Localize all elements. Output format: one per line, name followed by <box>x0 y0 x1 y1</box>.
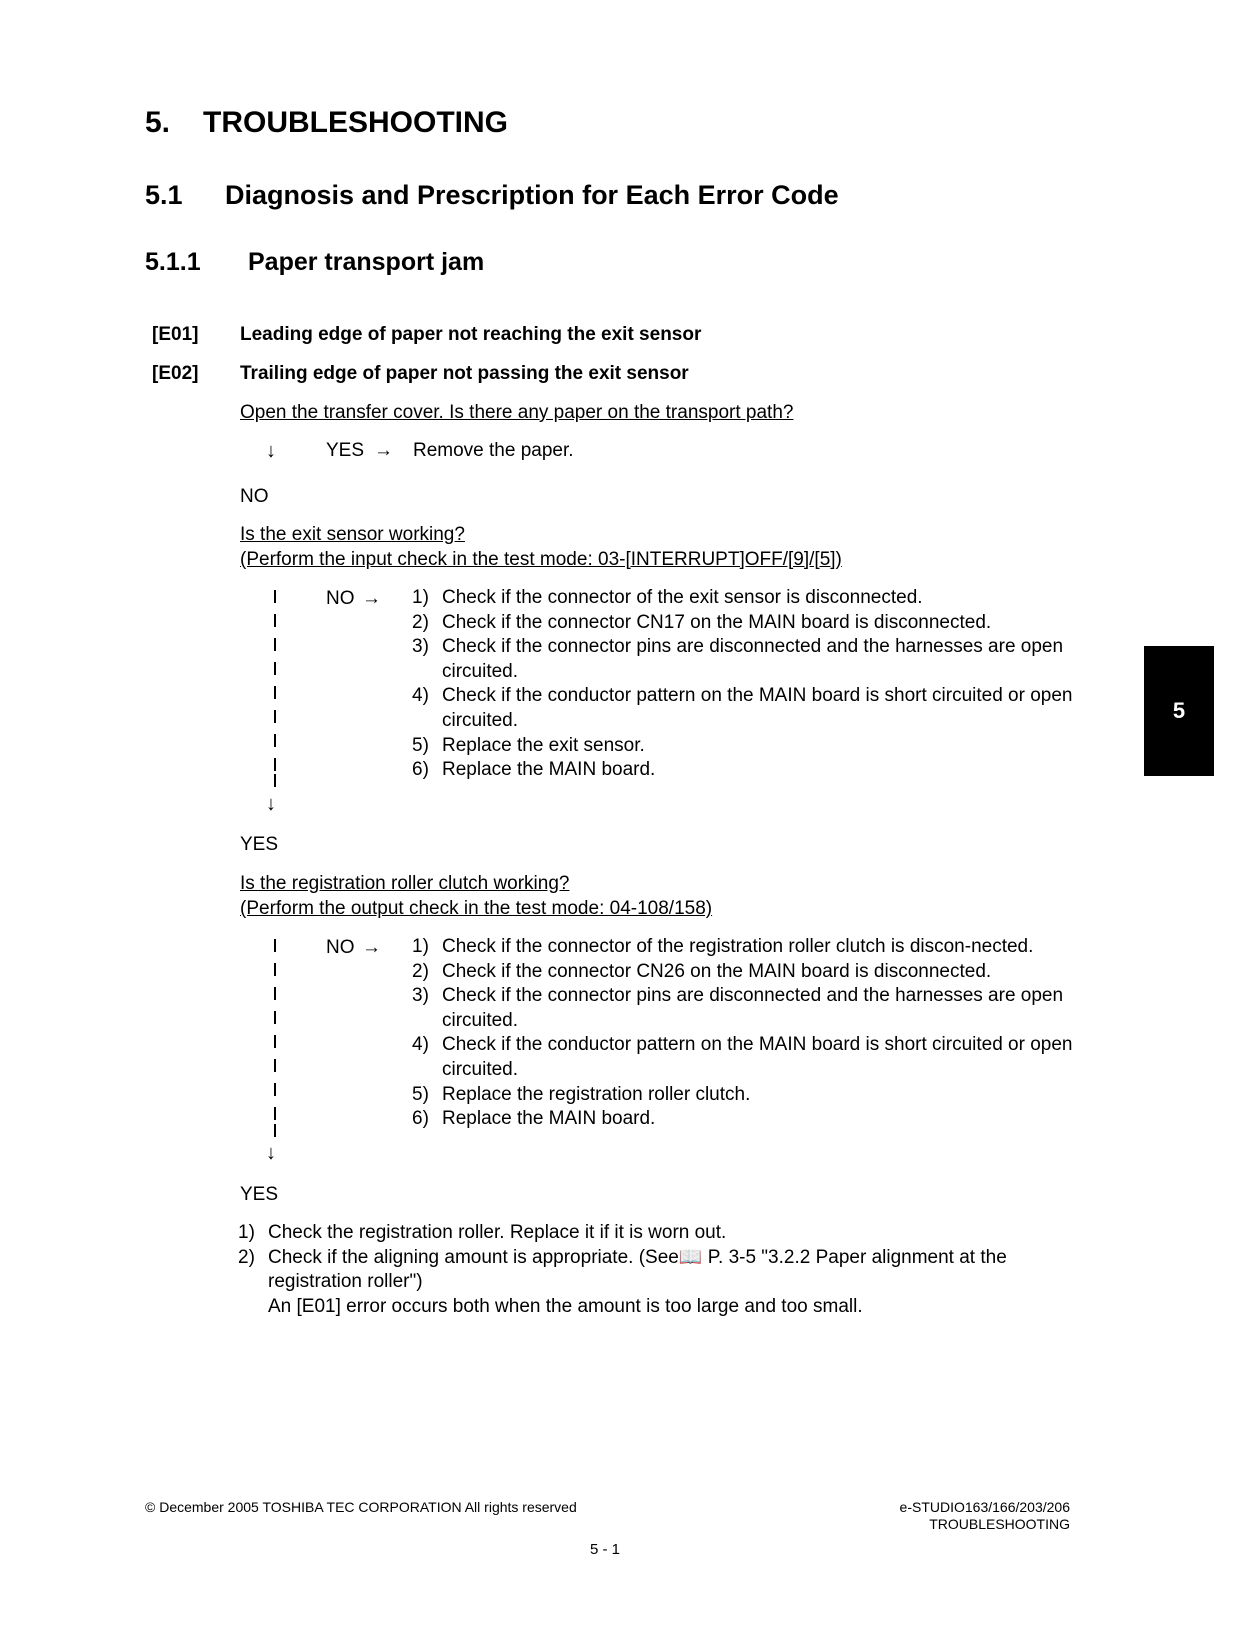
footer-section-name: TROUBLESHOOTING <box>929 1516 1070 1532</box>
section-title: Diagnosis and Prescription for Each Error Code <box>225 180 839 210</box>
list-item: 4) Check if the conductor pattern on the MAIN board is short circuited or open circuited. <box>412 685 1073 731</box>
down-arrow-icon: ↓ <box>266 793 276 815</box>
list-item: 5) Replace the exit sensor. <box>412 734 645 756</box>
down-arrow-icon: ↓ <box>266 440 276 462</box>
no-label: NO <box>326 937 355 958</box>
yes-label: YES <box>240 834 279 855</box>
list-item: 5) Replace the registration roller clutch. <box>412 1083 751 1105</box>
final-steps <box>238 1221 1078 1319</box>
list-item: 4) Check if the conductor pattern on the MAIN board is short circuited or open circuited. <box>412 1034 1073 1080</box>
question-registration-clutch-hint: (Perform the output check in the test mode: 04-108/158) <box>240 898 713 919</box>
list-item <box>238 1295 1078 1320</box>
list-item: 3) Check if the connector pins are disconnected and the harnesses are open circuited. <box>412 636 1064 682</box>
subsection-number: 5.1.1 <box>145 248 201 276</box>
registration-clutch-steps <box>412 935 1082 1132</box>
error-desc-e02: Trailing edge of paper not passing the exit sensor <box>240 363 689 384</box>
final-note: An [E01] error occurs both when the amount is too large and too small. <box>268 1295 863 1317</box>
yes-label: YES <box>326 440 365 461</box>
question-exit-sensor: Is the exit sensor working? <box>240 524 465 545</box>
error-desc-e01: Leading edge of paper not reaching the exit sensor <box>240 324 702 345</box>
footer-copyright: © December 2005 TOSHIBA TEC CORPORATION All rights reserved <box>145 1499 577 1515</box>
no-label: NO <box>240 486 269 507</box>
question-registration-clutch: Is the registration roller clutch working? <box>240 873 570 894</box>
yes-action: Remove the paper. <box>413 440 574 461</box>
list-item: 3) Check if the connector pins are disconnected and the harnesses are open circuited. <box>412 985 1064 1031</box>
list-item: 6) Replace the MAIN board. <box>412 759 656 781</box>
chapter-title: TROUBLESHOOTING <box>203 106 508 139</box>
list-item: 2) Check if the aligning amount is appropriate. (See📖 P. 3-5 "3.2.2 Paper alignment at the registration roller") <box>238 1246 1007 1293</box>
chapter-number: 5. <box>145 106 171 139</box>
right-arrow-icon: → <box>362 588 381 609</box>
down-arrow-icon: ↓ <box>266 1142 276 1164</box>
right-arrow-icon: → <box>362 937 381 958</box>
page-number: 5 - 1 <box>590 1541 621 1558</box>
list-item: 6) Replace the MAIN board. <box>412 1108 656 1130</box>
list-item: 2) Check if the connector CN26 on the MAIN board is disconnected. <box>412 960 992 982</box>
error-code-e02: [E02] <box>152 363 199 384</box>
yes-label: YES <box>240 1184 279 1205</box>
question-exit-sensor-hint: (Perform the input check in the test mode: 03-[INTERRUPT]OFF/[9]/[5]) <box>240 549 842 570</box>
error-code-e01: [E01] <box>152 324 199 345</box>
footer-model: e-STUDIO163/166/203/206 <box>899 1499 1070 1515</box>
list-item: 2) Check if the connector CN17 on the MAIN board is disconnected. <box>412 611 992 633</box>
right-arrow-icon: → <box>374 440 393 461</box>
list-item: 1) Check the registration roller. Replace it if it is worn out. <box>238 1222 727 1243</box>
subsection-title: Paper transport jam <box>248 248 485 276</box>
no-label: NO <box>326 588 355 609</box>
section-number: 5.1 <box>145 180 183 210</box>
list-item: 1) Check if the connector of the exit sensor is disconnected. <box>412 587 923 608</box>
exit-sensor-steps <box>412 586 1082 783</box>
list-item: 1) Check if the connector of the registration roller clutch is discon-nected. <box>412 936 1034 957</box>
question-transport-path: Open the transfer cover. Is there any paper on the transport path? <box>240 402 794 423</box>
chapter-side-tab: 5 <box>1144 646 1214 776</box>
